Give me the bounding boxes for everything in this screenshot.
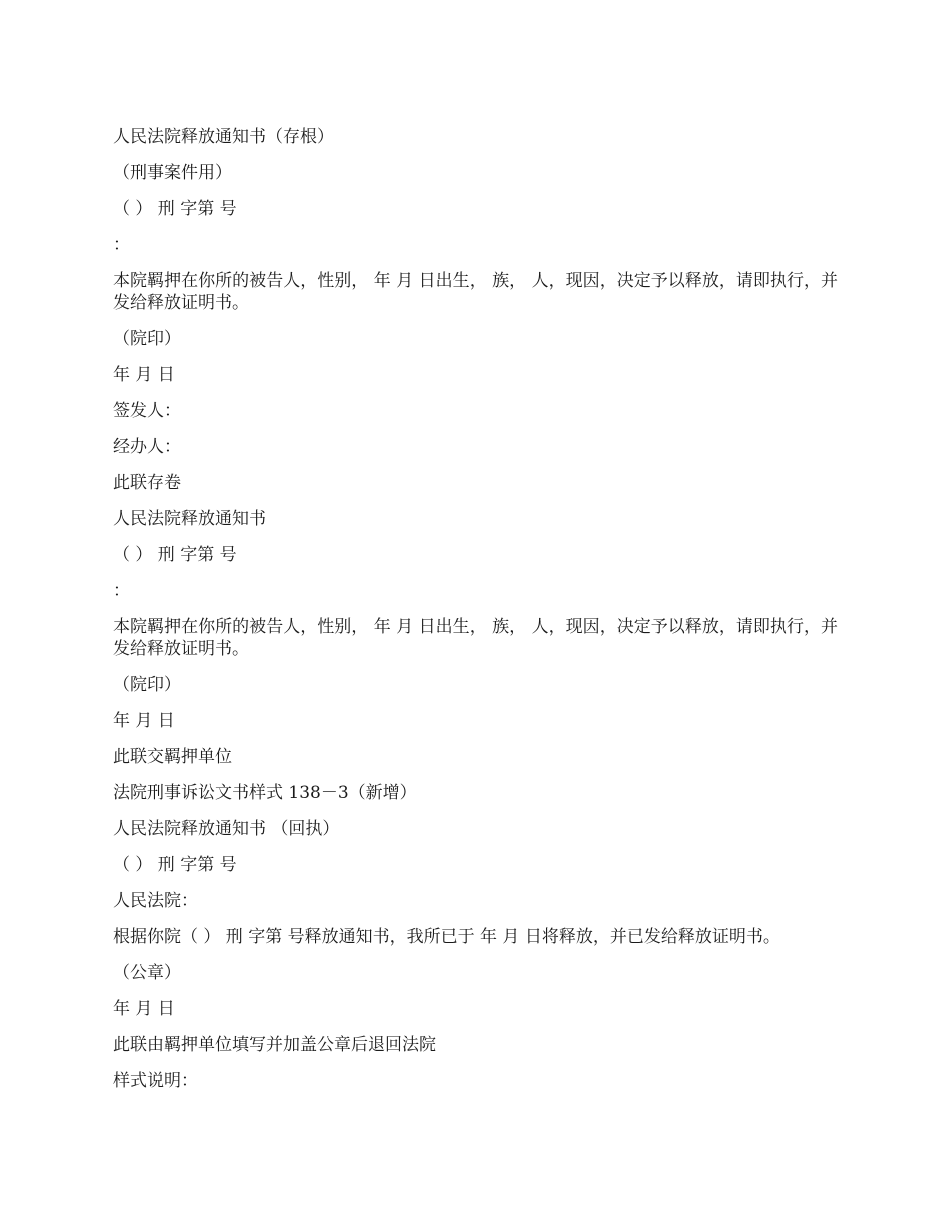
court-seal-note: （院印）: [113, 329, 181, 349]
case-number-line: （ ） 刑 字第 号: [113, 199, 237, 219]
release-body-text: 本院羁押在你所的被告人，性别， 年 月 日出生， 族， 人，现因，决定予以释放，请即执行，并发给释放证明书。: [113, 271, 838, 313]
copy-for-detention-unit-note: 此联交羁押单位: [113, 747, 232, 767]
court-addressee-line: 人民法院：: [113, 891, 198, 911]
receipt-title: 人民法院释放通知书 （回执）: [113, 819, 340, 839]
court-seal-note: （院印）: [113, 675, 181, 695]
style-notes-heading: 样式说明：: [113, 1071, 198, 1091]
stub-title: 人民法院释放通知书（存根）: [113, 127, 334, 147]
date-line: 年 月 日: [113, 365, 175, 385]
addressee-line: ：: [113, 581, 130, 601]
case-number-line: （ ） 刑 字第 号: [113, 855, 237, 875]
date-line: 年 月 日: [113, 999, 175, 1019]
official-seal-note: （公章）: [113, 963, 181, 983]
copy-for-file-note: 此联存卷: [113, 473, 181, 493]
receipt-return-note: 此联由羁押单位填写并加盖公章后退回法院: [113, 1035, 436, 1055]
document-page: [113, 126, 838, 1106]
notice-title: 人民法院释放通知书: [113, 509, 266, 529]
form-style-reference: 法院刑事诉讼文书样式 138－3（新增）: [113, 783, 417, 803]
addressee-line: ：: [113, 235, 130, 255]
case-number-line: （ ） 刑 字第 号: [113, 545, 237, 565]
release-body-text: 本院羁押在你所的被告人，性别， 年 月 日出生， 族， 人，现因，决定予以释放，请即执行，并发给释放证明书。: [113, 617, 838, 659]
handler-line: 经办人：: [113, 437, 181, 457]
receipt-body-text: 根据你院（ ） 刑 字第 号释放通知书，我所已于 年 月 日将释放，并已发给释放证明书。: [113, 927, 780, 947]
date-line: 年 月 日: [113, 711, 175, 731]
case-type-note: （刑事案件用）: [113, 163, 232, 183]
issuer-line: 签发人：: [113, 401, 181, 421]
